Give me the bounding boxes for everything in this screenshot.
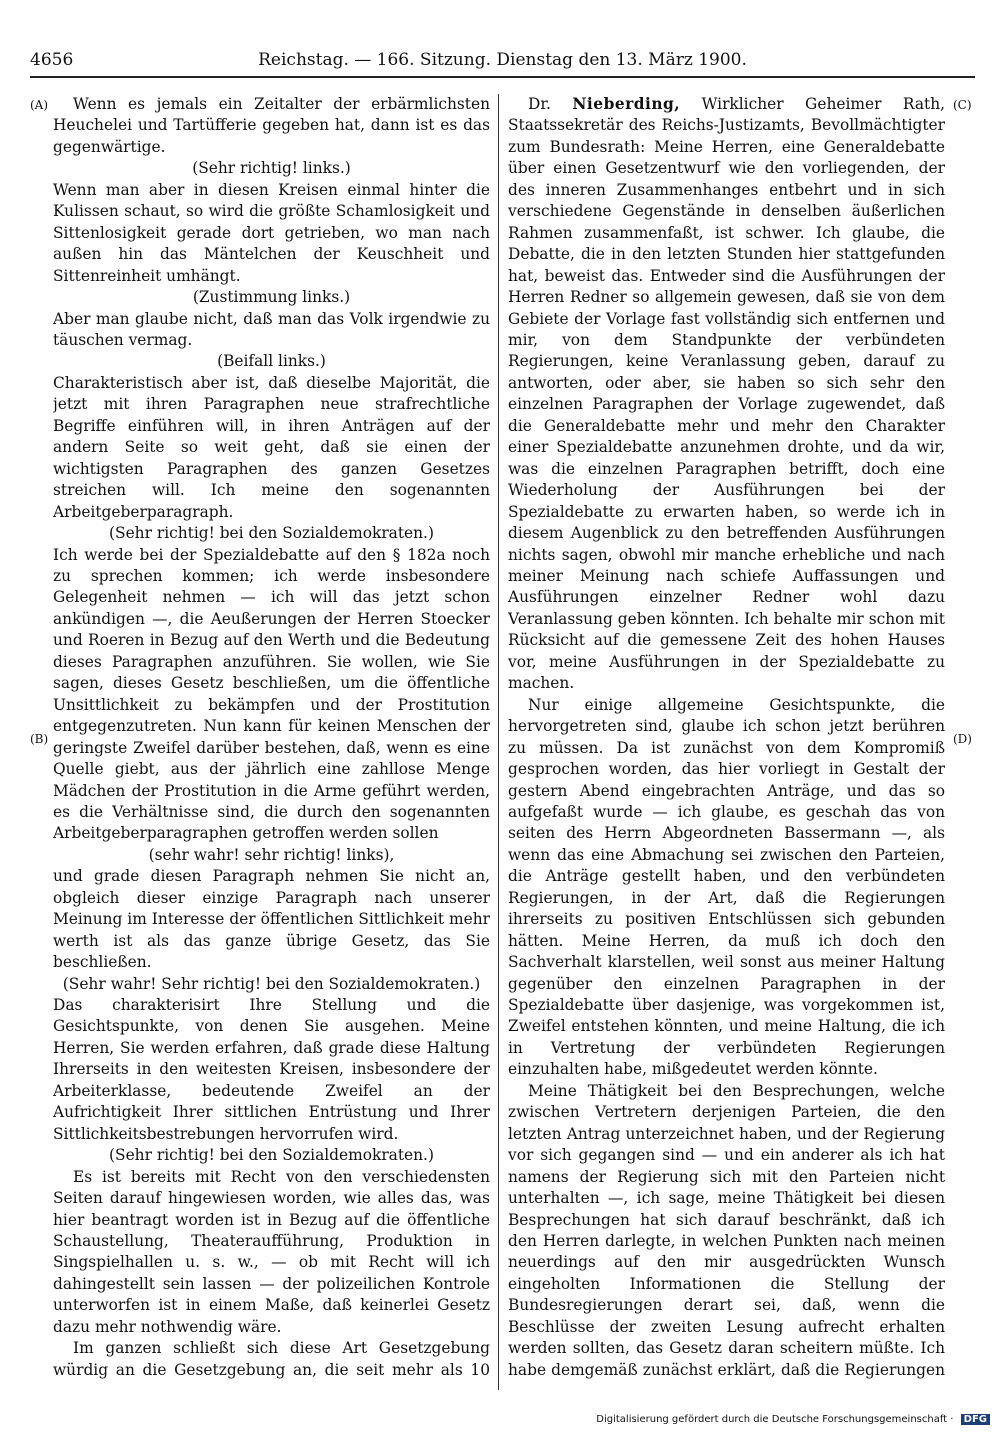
paragraph-text: (Sehr richtig! links.) (192, 159, 351, 178)
paragraph (53, 1338, 490, 1384)
column-divider (498, 94, 499, 1390)
paragraph (508, 695, 945, 1081)
interjection (53, 351, 490, 372)
paragraph (53, 309, 490, 352)
interjection (53, 974, 490, 995)
footer (596, 1414, 990, 1425)
paragraph-text: (Sehr richtig! bei den Sozialdemokraten.) (109, 1146, 434, 1165)
interjection (53, 845, 490, 866)
interjection (53, 523, 490, 544)
paragraph-text: Meine Thätigkeit bei den Besprechungen, welche zwischen Vertretern derjenigen Parteien, die den letzten Antrag unterzeichnet haben, und der Regierung vor sich gegangen sind — und ein anderer als ich hat namens der Regierung sich mit den Parteien nicht unterhalten —, ich sage, meine Thätigkeit bei diesen Besprechungen hat sich darauf beschränkt, daß ich den Herren darlegte, in welchen Punkten nach meinen neuerdings auf den mir ausgedrückten Wunsch eingeholten Informationen die Stellung der Bundesregierungen derart sei, daß, wenn die Beschlüsse der zweiten Lesung aufrecht erhalten werden sollten, das Gesetz daran scheitern müßte. Ich habe demgemäß zunächst erklärt, daß die Regierungen (508, 1081, 945, 1379)
paragraph-text: (Sehr wahr! Sehr richtig! bei den Sozialdemokraten.) (62, 974, 481, 993)
paragraph-text: Nur einige allgemeine Gesichtspunkte, die hervorgetreten sind, glaube ich schon jetzt berühren zu müssen. Da ist zunächst von dem Kompromiß gesprochen worden, das hier vorliegt in Gestalt der gestern Abend eingebrachten Anträge, und das so aufgefaßt wurde — ich glaube, es geschah das von seiten des Herrn Abgeordneten Bassermann —, als wenn das eine Abmachung sei zwischen den Parteien, die Anträge gestellt haben, und den verbündeten Regierungen, in der Art, daß die Regierungen ihrerseits zu positiven Entschlüssen sich gebunden hätten. Meine Herren, da muß ich doch den Sachverhalt klarstellen, weil sonst aus meiner Haltung gegenüber den einzelnen Paragraphen in der Spezialdebatte über dasjenige, was vorgekommen ist, Zweifel entstehen könnten, und meine Haltung, die ich in Vertretung der verbündeten Regierungen einzuhalten habe, mißgedeutet werden könnte. (508, 695, 945, 1079)
paragraph-text: Ich werde bei der Spezialdebatte auf den § 182a noch zu sprechen kommen; ich werde insbesondere Gelegenheit nehmen — ich will das jetzt schon ankündigen —, die Aeußerungen der Herren Stoecker und Roeren in Bezug auf den Werth und die Bedeutung dieses Paragraphen anzuführen. Sie wollen, wie Sie sagen, dieses Gesetz beschließen, um die öffentliche Unsittlichkeit zu bekämpfen und der Prostitution entgegenzutreten. Nun kann für keinen Menschen der geringste Zweifel darüber bestehen, daß, wenn es eine Quelle giebt, aus der jährlich eine zahllose Menge Mädchen der Prostitution in die Arme geführt werden, es die Verhältnisse sind, die durch den sogenannten Arbeitgeberparagraphen getroffen werden sollen (53, 545, 490, 843)
paragraph (508, 1081, 945, 1384)
paragraph (53, 995, 490, 1145)
interjection (53, 158, 490, 179)
paragraph (53, 1167, 490, 1339)
paragraph-text: Wenn man aber in diesen Kreisen einmal hinter die Kulissen schaut, so wird die größte Schamlosigkeit und Sittenlosigkeit gerade dort getrieben, wo man nach außen hin das Mäntelchen der Keuschheit und Sittenreinheit umhängt. (53, 180, 490, 285)
paragraph-text: (Beifall links.) (217, 352, 326, 371)
paragraph-text: Aber man glaube nicht, daß man das Volk irgendwie zu täuschen vermag. (53, 309, 490, 349)
page-title: Reichstag. — 166. Sitzung. Dienstag den 13. März 1900. (258, 50, 747, 70)
paragraph-text: Es ist bereits mit Recht von den verschiedensten Seiten darauf hingewiesen worden, wie alles das, was hier beantragt worden ist in Bezug auf die öffentliche Schaustellung, Theateraufführung, Produktion in Singspielhallen u. s. w., — ob mit Recht will ich dahingestellt sein lassen — der polizeilichen Kontrole unterworfen ist in einem Maße, daß keinerlei Gesetz dazu mehr nothwendig wäre. (53, 1167, 490, 1336)
margin-mark-a: (A) (30, 98, 49, 112)
paragraph-text: (sehr wahr! sehr richtig! links), (148, 845, 395, 864)
paragraph (53, 373, 490, 523)
paragraph-text: Das charakterisirt Ihre Stellung und die Gesichtspunkte, von denen Sie ausgehen. Meine Herren, Sie werden erfahren, daß grade diese Haltung Ihrerseits in den weitesten Kreisen, insbesondere der Arbeiterklasse, bedeutende Zweifel an der Aufrichtigkeit Ihrer sittlichen Entrüstung und Ihrer Sittlichkeitsbestrebungen hervorrufen wird. (53, 996, 490, 1143)
footer-text: Digitalisierung gefördert durch die Deutsche Forschungsgemeinschaft · (596, 1414, 954, 1425)
page-number: 4656 (30, 50, 74, 70)
margin-mark-d: (D) (953, 732, 972, 746)
paragraph (53, 866, 490, 973)
paragraph-text: Wirklicher Geheimer Rath, Staatssekretär des Reichs-Justizamts, Bevollmächtigter zum Bundesrath: Meine Herren, eine Generaldebatte über einen Gesetzentwurf wie den vorliegenden, der des inneren Zusammenhanges entbehrt und in sich verschiedene Gegenstände in denselben äußerlichen Rahmen zusammenfaßt, ist schwer. Ich glaube, die Debatte, die in den letzten Stunden hier stattgefunden hat, beweist das. Entweder sind die Ausführungen der Herren Redner so allgemein gewesen, daß sie von dem Gebiete der Vorlage fast vollständig sich entfernen und mir, von dem Standpunkte der verbündeten Regierungen, keine Veranlassung geben, darauf zu antworten, oder aber, sie haben so sich sehr den einzelnen Paragraphen der Vorlage zugewendet, daß die Generaldebatte mehr und mehr den Charakter einer Spezialdebatte anzunehmen drohte, und da wir, was die einzelnen Paragraphen betrifft, doch eine Wiederholung der Ausführungen bei der Spezialdebatte zu erwarten haben, so werde ich in diesem Augenblick zu den betreffenden Ausführungen nichts sagen, obwohl mir manche erhebliche und nach meiner Meinung nach schiefe Auffassungen und Ausführungen einzelner Redner wohl dazu Veranlassung geben könnten. Ich behalte mir schon mit Rücksicht auf die gemessene Zeit des hohen Hauses vor, meine Ausführungen in der Spezialdebatte zu machen. (508, 95, 945, 693)
paragraph (508, 94, 945, 695)
paragraph (53, 94, 490, 158)
paragraph-text: (Sehr richtig! bei den Sozialdemokraten.) (109, 524, 434, 543)
paragraph-text: Charakteristisch aber ist, daß dieselbe Majorität, die jetzt mit ihren Paragraphen neue strafrechtliche Begriffe einführen will, in ihren Anträgen auf der andern Seite so weit geht, daß sie einen der wichtigsten Paragraphen des ganzen Gesetzes streichen will. Ich meine den sogenannten Arbeitgeberparagraph. (53, 373, 490, 521)
margin-mark-c: (C) (953, 98, 972, 112)
paragraph-text: Im ganzen schließt sich diese Art Gesetzgebung würdig an die Gesetzgebung an, die seit mehr als 10 (53, 1339, 490, 1379)
interjection (53, 1145, 490, 1166)
interjection (53, 287, 490, 308)
paragraph (53, 180, 490, 287)
left-column (53, 94, 490, 1384)
paragraph (53, 545, 490, 845)
speaker-name: Nieberding, (572, 95, 681, 113)
dfg-logo: DFG (961, 1414, 990, 1425)
right-column (508, 94, 945, 1384)
paragraph-text: und grade diesen Paragraph nehmen Sie nicht an, obgleich dieser einzige Paragraph nach unserer Meinung im Interesse der öffentlichen Sittlichkeit mehr werth ist als das ganze übrige Gesetz, das Sie beschließen. (53, 867, 490, 972)
page-header (30, 50, 975, 78)
speaker-title: Dr. (528, 95, 573, 113)
paragraph-text: Wenn es jemals ein Zeitalter der erbärmlichsten Heuchelei und Tartüfferie gegeben hat, dann ist es das gegenwärtige. (53, 95, 490, 156)
margin-mark-b: (B) (30, 732, 49, 746)
paragraph-text: (Zustimmung links.) (192, 288, 351, 307)
